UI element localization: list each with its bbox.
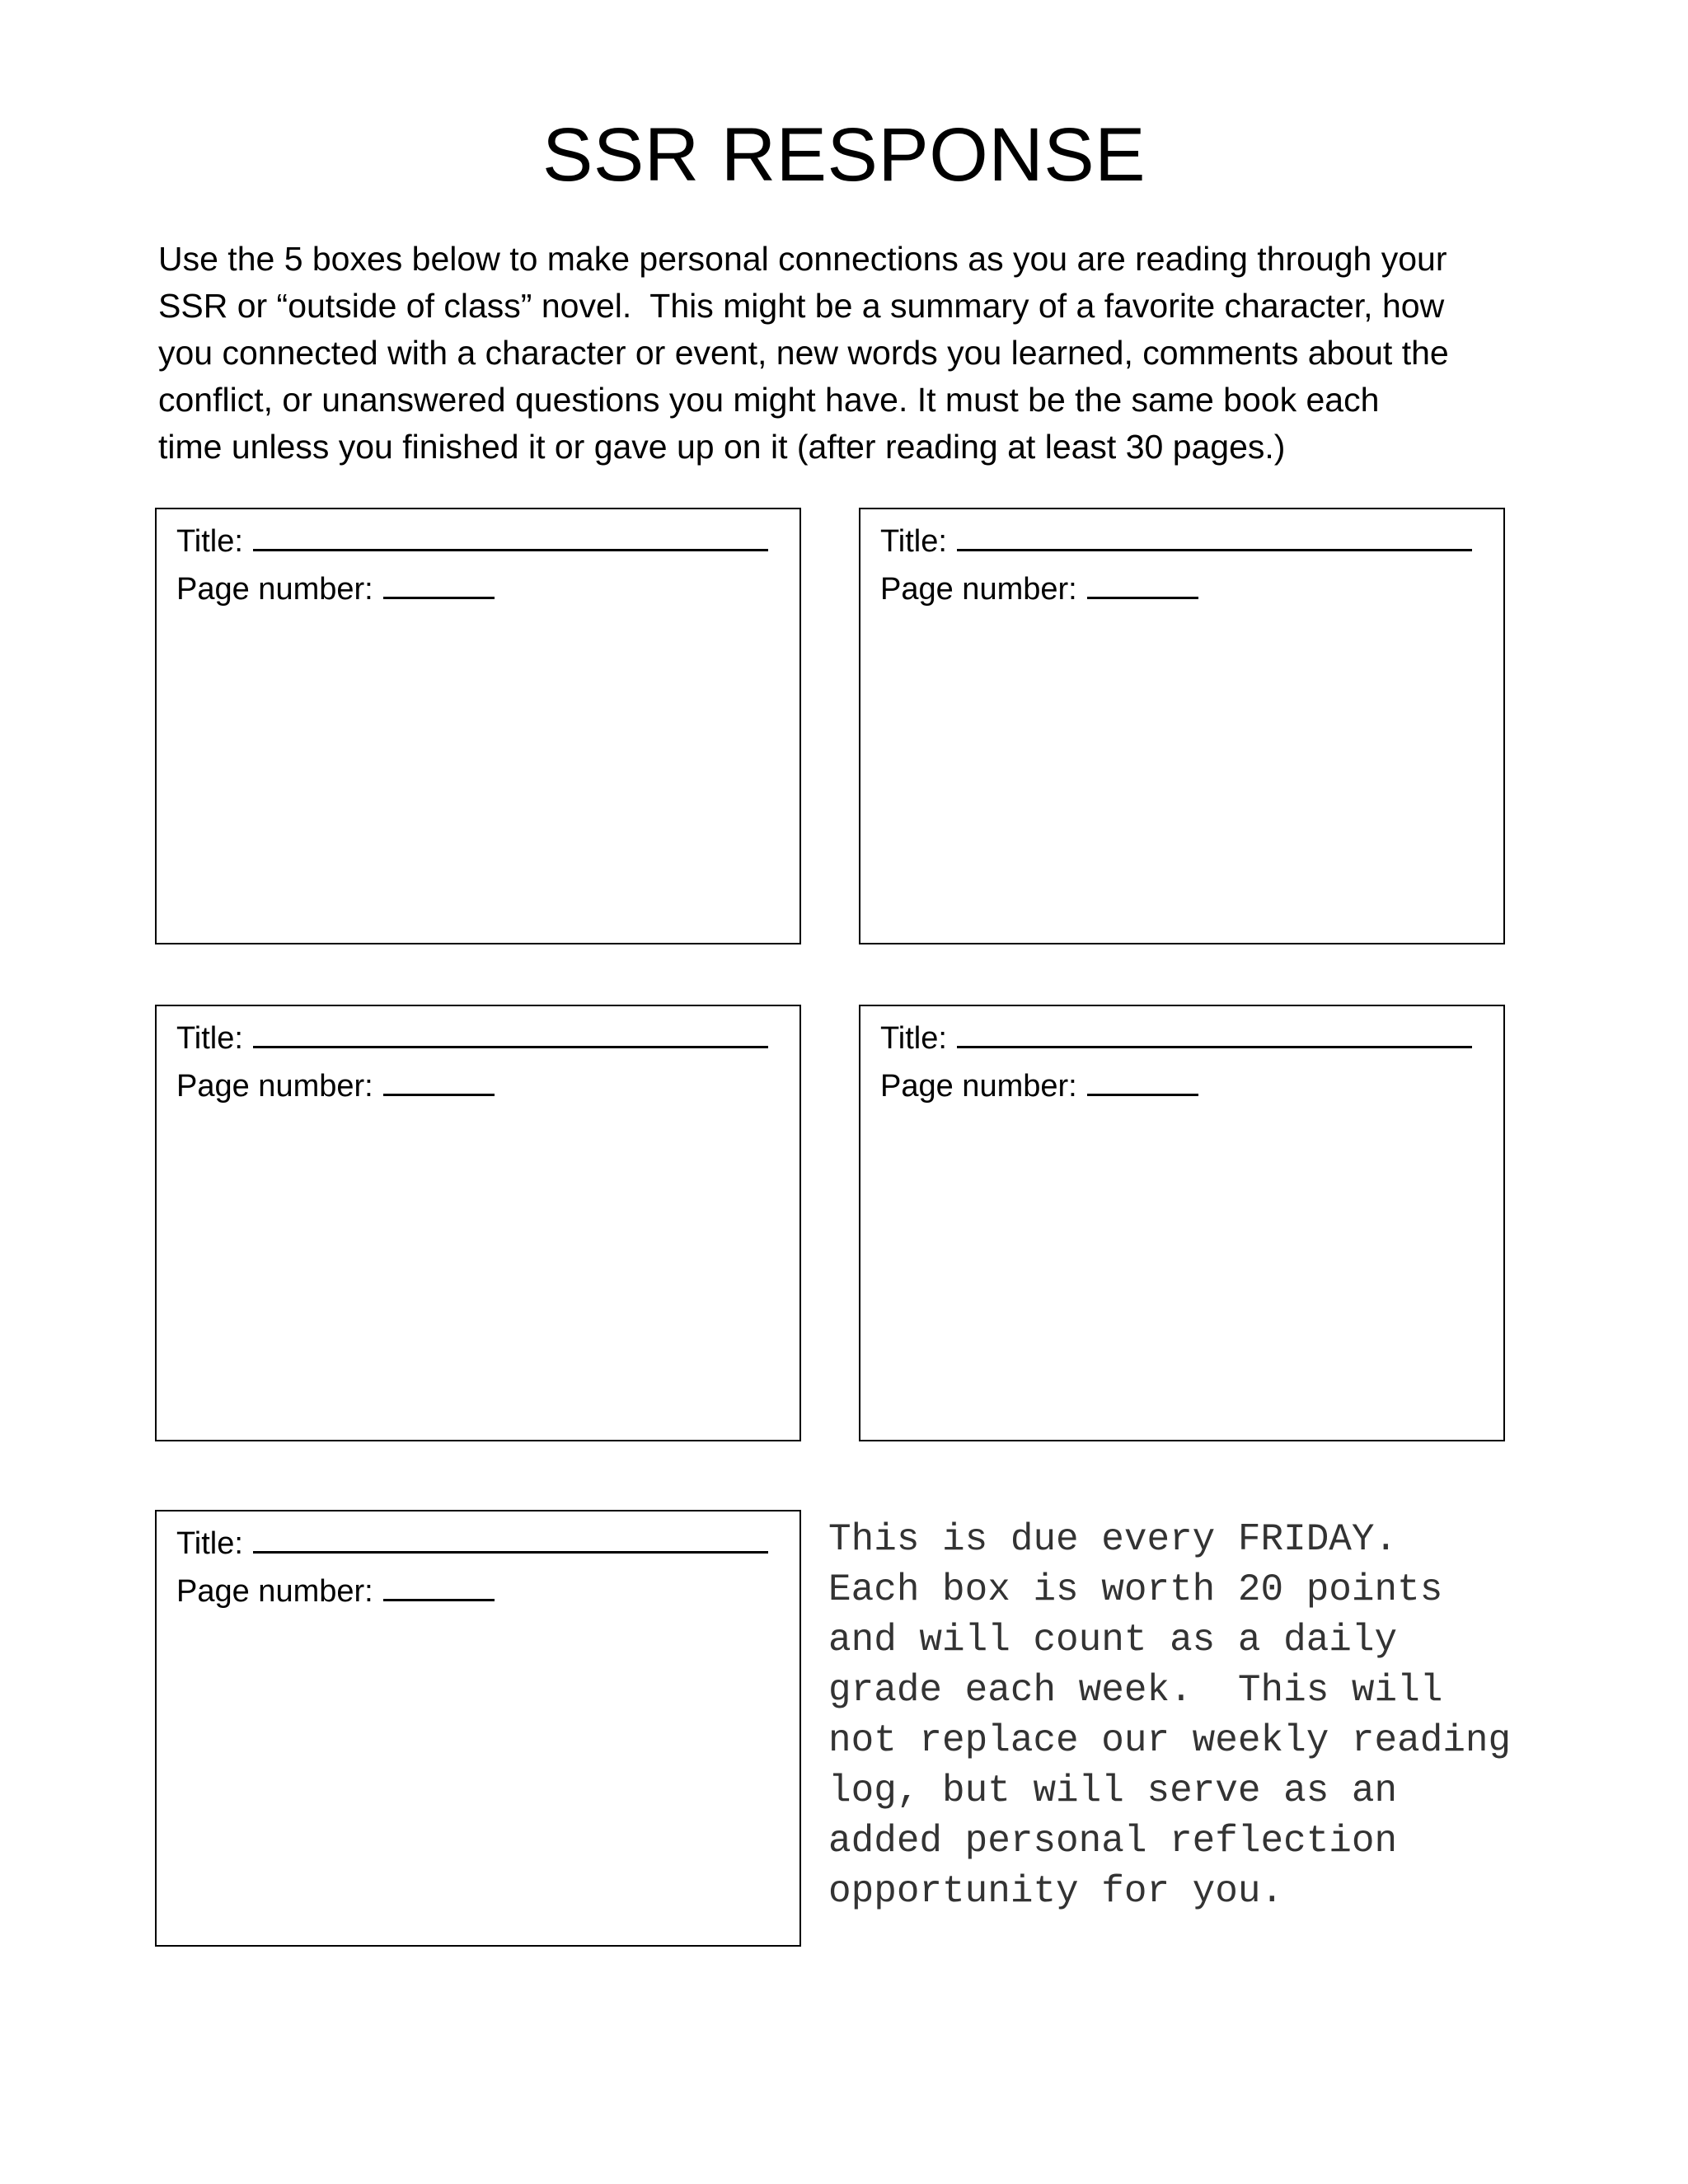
response-box-3[interactable] bbox=[155, 1005, 801, 1441]
note-line: and will count as a daily bbox=[828, 1619, 1398, 1661]
title-label: Title: bbox=[176, 524, 243, 559]
title-label: Title: bbox=[880, 1021, 947, 1056]
note-line: log, but will serve as an bbox=[828, 1769, 1398, 1812]
page-number-label: Page number: bbox=[880, 572, 1077, 607]
note-line: grade each week. This will bbox=[828, 1669, 1443, 1712]
page-number-row bbox=[880, 1061, 1503, 1108]
title-row bbox=[176, 516, 799, 564]
page-number-label: Page number: bbox=[176, 572, 373, 607]
response-box-2[interactable] bbox=[859, 508, 1505, 944]
instructions-line: conflict, or unanswered questions you might have. It must be the same book each bbox=[158, 381, 1380, 419]
instructions-paragraph bbox=[158, 236, 1543, 471]
page-number-label: Page number: bbox=[176, 1069, 373, 1104]
note-line: opportunity for you. bbox=[828, 1870, 1284, 1913]
page-number-blank[interactable] bbox=[1087, 564, 1198, 599]
instructions-line: SSR or “outside of class” novel. This might be a summary of a favorite character, how bbox=[158, 287, 1445, 325]
page-number-blank[interactable] bbox=[383, 1566, 495, 1601]
note-line: added personal reflection bbox=[828, 1820, 1398, 1863]
title-row bbox=[880, 1013, 1503, 1061]
response-box-5[interactable] bbox=[155, 1510, 801, 1947]
title-blank[interactable] bbox=[253, 1013, 768, 1048]
title-label: Title: bbox=[176, 1526, 243, 1561]
instructions-line: Use the 5 boxes below to make personal connections as you are reading through your bbox=[158, 240, 1447, 278]
page-number-label: Page number: bbox=[880, 1069, 1077, 1104]
page-number-row bbox=[176, 1061, 799, 1108]
page-number-blank[interactable] bbox=[383, 1061, 495, 1096]
title-row bbox=[176, 1518, 799, 1566]
title-row bbox=[176, 1013, 799, 1061]
title-row bbox=[880, 516, 1503, 564]
title-blank[interactable] bbox=[957, 516, 1472, 551]
title-blank[interactable] bbox=[957, 1013, 1472, 1048]
note-line: Each box is worth 20 points bbox=[828, 1568, 1443, 1611]
page-number-row bbox=[880, 564, 1503, 612]
note-line: not replace our weekly reading bbox=[828, 1719, 1512, 1762]
page-number-blank[interactable] bbox=[383, 564, 495, 599]
response-box-1[interactable] bbox=[155, 508, 801, 944]
title-label: Title: bbox=[880, 524, 947, 559]
instructions-line: you connected with a character or event, new words you learned, comments about the bbox=[158, 334, 1449, 372]
title-blank[interactable] bbox=[253, 1518, 768, 1554]
page-number-row bbox=[176, 564, 799, 612]
due-date-note bbox=[828, 1515, 1661, 1917]
instructions-line: time unless you finished it or gave up on it (after reading at least 30 pages.) bbox=[158, 428, 1286, 466]
title-blank[interactable] bbox=[253, 516, 768, 551]
response-box-4[interactable] bbox=[859, 1005, 1505, 1441]
page-number-label: Page number: bbox=[176, 1574, 373, 1609]
page-number-row bbox=[176, 1566, 799, 1614]
note-line: This is due every FRIDAY. bbox=[828, 1518, 1398, 1561]
title-label: Title: bbox=[176, 1021, 243, 1056]
page-number-blank[interactable] bbox=[1087, 1061, 1198, 1096]
page-title: SSR RESPONSE bbox=[542, 113, 1146, 197]
